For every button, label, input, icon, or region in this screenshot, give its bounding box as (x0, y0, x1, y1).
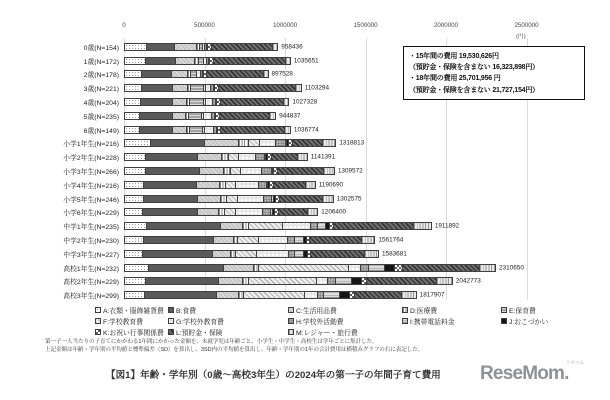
segment-L (207, 71, 263, 77)
segment-C (217, 292, 239, 298)
legend-item-A (95, 305, 164, 315)
segment-M (286, 58, 290, 64)
legend-label: B:食費 (176, 308, 197, 315)
stacked-bar (124, 70, 269, 78)
legend-marker-D-icon (402, 307, 408, 313)
segment-L (272, 154, 298, 160)
segment-B (142, 85, 173, 91)
segment-A (125, 154, 146, 160)
segment-A (125, 85, 142, 91)
segment-C (197, 182, 219, 188)
bar-row (0, 192, 610, 206)
stacked-bar (124, 98, 289, 106)
segment-C (173, 99, 187, 105)
segment-L (403, 265, 480, 271)
stacked-bar (124, 291, 417, 299)
segment-C (224, 265, 254, 271)
segment-G (260, 140, 276, 146)
legend-label: F:学校教育費 (103, 319, 144, 326)
segment-L (221, 127, 285, 133)
segment-M (365, 251, 378, 257)
stacked-bar (124, 153, 308, 161)
row-label: 小学4年生(N=216) (63, 182, 119, 190)
segment-H (259, 182, 268, 188)
segment-H (288, 237, 295, 243)
bar-total-value: 897528 (271, 70, 293, 78)
stacked-bar (124, 112, 276, 120)
bar-row (0, 247, 610, 261)
segment-A (125, 168, 146, 174)
legend-marker-B-icon (168, 307, 174, 313)
legend-label: I:携帯電話料金 (410, 319, 455, 326)
segment-M (362, 237, 375, 243)
row-label: 1歳(N=172) (83, 58, 119, 66)
legend-item-B (168, 305, 196, 315)
bar-row (0, 219, 610, 233)
segment-G (206, 99, 213, 105)
segment-B (144, 182, 197, 188)
segment-G (257, 251, 289, 257)
bar-total-value: 958436 (281, 43, 303, 51)
segment-F (249, 140, 261, 146)
row-label: 4歳(N=204) (83, 100, 119, 108)
legend-label: A:衣類・服飾雑貨費 (103, 308, 164, 315)
segment-C (205, 140, 238, 146)
legend-marker-F-icon (95, 318, 101, 324)
segment-B (142, 71, 171, 77)
stacked-bar (124, 208, 318, 216)
segment-I (369, 265, 385, 271)
segment-A (125, 251, 143, 257)
segment-B (143, 209, 198, 215)
segment-B (151, 140, 206, 146)
segment-L (280, 196, 323, 202)
bar-row (0, 164, 610, 178)
segment-B (141, 99, 173, 105)
segment-M (273, 44, 277, 50)
row-label: 高校1年生(N=232) (63, 265, 119, 273)
segment-F (249, 278, 318, 284)
stacked-bar (124, 84, 302, 92)
segment-L (214, 58, 285, 64)
segment-M (480, 265, 495, 271)
segment-M (298, 154, 307, 160)
bar-total-value: 1103294 (304, 84, 330, 92)
legend-marker-K-icon (95, 329, 101, 335)
x-axis-tick: 1500000 (353, 22, 378, 29)
stacked-bar (124, 277, 453, 285)
bar-total-value: 1309572 (337, 167, 363, 175)
legend-label: K:お祝い行事関係費 (103, 330, 164, 337)
legend-label: H:学校外活動費 (296, 319, 344, 326)
segment-A (125, 209, 143, 215)
segment-L (355, 292, 402, 298)
segment-L (311, 251, 365, 257)
segment-F (225, 209, 236, 215)
legend-item-H (288, 316, 344, 326)
annotation-line-18y-excl: （預貯金・保険を含まない 21,727,154円） (409, 86, 539, 94)
bar-row (0, 288, 610, 302)
x-axis-tick: 2500000 (514, 22, 539, 29)
segment-G (236, 209, 263, 215)
legend-marker-E-icon (501, 307, 507, 313)
bar-total-value: 1302575 (336, 195, 362, 203)
segment-L (279, 209, 309, 215)
segment-M (284, 99, 289, 105)
legend-label: J:おこづかい (509, 319, 549, 326)
segment-F (227, 196, 238, 202)
segment-I (336, 278, 352, 284)
row-label: 5歳(N=235) (83, 113, 119, 121)
segment-G (317, 278, 328, 284)
segment-B (146, 278, 220, 284)
segment-C (175, 44, 197, 50)
bar-row (0, 275, 610, 289)
segment-M (402, 292, 416, 298)
segment-B (144, 196, 198, 202)
segment-C (172, 71, 188, 77)
segment-L (219, 85, 296, 91)
segment-A (125, 58, 146, 64)
bar-total-value: 1583681 (381, 250, 407, 258)
segment-B (143, 251, 212, 257)
segment-G (236, 182, 258, 188)
segment-H (361, 265, 369, 271)
segment-D (239, 140, 249, 146)
segment-F (249, 223, 283, 229)
segment-B (147, 44, 175, 50)
segment-A (125, 71, 142, 77)
legend-item-M (288, 327, 358, 337)
legend-marker-C-icon (288, 307, 294, 313)
annotation-line-18y: ・18年間の費用 25,701,956 円 (409, 75, 501, 83)
row-label: 中学2年生(N=230) (63, 238, 119, 246)
segment-G (283, 223, 311, 229)
x-axis-tick: 0 (122, 22, 126, 29)
segment-A (125, 292, 145, 298)
segment-G (238, 196, 264, 202)
segment-C (221, 223, 243, 229)
segment-A (125, 182, 144, 188)
segment-G (205, 127, 214, 133)
legend-marker-I-icon (402, 318, 408, 324)
legend-label: C:生活用品費 (296, 308, 337, 315)
row-label: 6歳(N=149) (83, 127, 119, 135)
row-label: 3歳(N=221) (83, 86, 119, 94)
segment-M (324, 168, 334, 174)
segment-A (125, 265, 149, 271)
legend-item-D (402, 305, 437, 315)
segment-E (191, 85, 204, 91)
legend-item-J (501, 316, 548, 326)
segment-C (198, 196, 220, 202)
x-axis-tick: 500000 (194, 22, 215, 29)
bar-total-value: 1206400 (321, 208, 347, 216)
legend-marker-G-icon (168, 318, 174, 324)
segment-M (264, 71, 268, 77)
row-label: 高校2年生(N=229) (63, 279, 119, 287)
axis-unit-label: (円) (516, 34, 526, 40)
segment-L (212, 44, 273, 50)
bar-total-value: 944837 (279, 112, 301, 120)
row-label: 小学1年生(N=216) (63, 141, 119, 149)
segment-A (125, 99, 141, 105)
segment-B (146, 154, 199, 160)
segment-I (324, 292, 340, 298)
segment-D (222, 154, 229, 160)
row-label: 2歳(N=178) (83, 72, 119, 80)
figure-caption: 【図1】年齢・学年別（0歳～高校3年生）の2024年の第一子の年間子育て費用 (106, 370, 441, 381)
bar-total-value: 1318813 (339, 139, 365, 147)
segment-D (224, 168, 231, 174)
stacked-bar (124, 195, 334, 203)
segment-C (200, 168, 224, 174)
segment-B (149, 265, 224, 271)
legend-marker-A-icon (95, 307, 101, 313)
segment-M (323, 140, 335, 146)
segment-I (295, 251, 304, 257)
segment-H (311, 223, 319, 229)
bar-total-value: 2310650 (499, 264, 524, 272)
segment-A (125, 44, 147, 50)
bar-row (0, 123, 610, 137)
segment-A (125, 140, 151, 146)
segment-A (125, 127, 140, 133)
segment-C (176, 58, 195, 64)
annotation-line-15y-excl: （預貯金・保険を含まない 16,323,898円） (409, 64, 539, 72)
legend-marker-H-icon (288, 318, 294, 324)
segment-A (125, 237, 144, 243)
segment-F (226, 182, 236, 188)
stacked-bar (124, 264, 496, 272)
segment-M (323, 196, 333, 202)
segment-M (414, 223, 431, 229)
bar-total-value: 1027328 (292, 98, 318, 106)
segment-L (310, 237, 361, 243)
segment-F (244, 292, 305, 298)
legend (95, 305, 607, 339)
segment-L (278, 168, 324, 174)
segment-C (198, 209, 219, 215)
segment-J (385, 265, 395, 271)
segment-G (259, 237, 288, 243)
segment-L (367, 278, 438, 284)
segment-K (395, 265, 403, 271)
segment-H (264, 196, 273, 202)
row-label: 小学3年生(N=266) (63, 169, 119, 177)
segment-M (308, 209, 317, 215)
segment-L (293, 140, 323, 146)
bar-row (0, 233, 610, 247)
row-label: 中学3年生(N=227) (63, 251, 119, 259)
bar-total-value: 1561764 (378, 236, 404, 244)
segment-E (190, 127, 203, 133)
bar-total-value: 1190690 (318, 181, 344, 189)
segment-H (262, 168, 272, 174)
segment-J (352, 278, 362, 284)
resemom-logo-kana: リセマム (566, 360, 584, 365)
segment-M (270, 113, 275, 119)
segment-B (140, 113, 173, 119)
legend-item-L (168, 327, 222, 337)
segment-M (296, 85, 301, 91)
row-label: 小学6年生(N=229) (63, 210, 119, 218)
segment-A (125, 113, 140, 119)
segment-C (173, 85, 188, 91)
legend-label: D:医療費 (410, 308, 438, 315)
segment-L (334, 223, 414, 229)
bar-row (0, 137, 610, 151)
segment-H (328, 278, 335, 284)
segment-B (146, 58, 176, 64)
stacked-bar (124, 57, 291, 65)
stacked-bar (124, 43, 278, 51)
bar-row (0, 109, 610, 123)
segment-L (221, 99, 284, 105)
legend-marker-M-icon (288, 329, 294, 335)
legend-marker-J-icon (501, 318, 507, 324)
segment-C (214, 237, 233, 243)
segment-B (145, 292, 217, 298)
segment-A (125, 223, 147, 229)
segment-F (231, 168, 241, 174)
stacked-bar (124, 250, 379, 258)
segment-C (198, 154, 222, 160)
segment-E (190, 99, 204, 105)
bar-total-value: 1036774 (293, 126, 319, 134)
segment-G (305, 292, 318, 298)
legend-label: M:レジャー・旅行費 (296, 330, 358, 337)
segment-C (213, 251, 231, 257)
x-axis-tick: 2000000 (433, 22, 459, 29)
bar-total-value: 1035651 (293, 57, 319, 65)
bar-row (0, 206, 610, 220)
segment-A (125, 278, 146, 284)
segment-H (276, 140, 286, 146)
x-axis-tick: 1000000 (272, 22, 298, 29)
segment-M (437, 278, 451, 284)
legend-label: E:保育費 (509, 308, 536, 315)
legend-item-F (95, 316, 143, 326)
summary-annotation-box (403, 46, 585, 100)
row-label: 高校3年生(N=299) (63, 293, 119, 301)
bar-total-value: 1911892 (434, 222, 460, 230)
legend-item-K (95, 327, 164, 337)
segment-G (349, 265, 361, 271)
segment-G (241, 168, 262, 174)
resemom-logo: ReseMom. (480, 363, 569, 384)
segment-I (318, 223, 326, 229)
segment-G (239, 154, 257, 160)
legend-label: G:学校外教育費 (176, 319, 224, 326)
row-label: 中学1年生(N=235) (63, 224, 119, 232)
legend-marker-L-icon (168, 329, 174, 335)
stacked-bar (124, 167, 335, 175)
stacked-bar (124, 126, 291, 134)
segment-B (144, 237, 214, 243)
stacked-bar (124, 236, 375, 244)
segment-E (189, 113, 202, 119)
segment-J (340, 292, 350, 298)
bar-row (0, 150, 610, 164)
legend-item-I (402, 316, 455, 326)
bar-row (0, 261, 610, 275)
stacked-bar (124, 181, 316, 189)
row-label: 小学5年生(N=246) (63, 196, 119, 204)
segment-C (173, 113, 186, 119)
segment-C (173, 127, 187, 133)
footnote-line-1: 第一子一人当たりの子育てにかかわる1年間にかかった金額を、未就学児は年齢ごと、小学生・中学生・高校生は学年ごとに集計した。 (45, 339, 378, 345)
segment-L (274, 182, 306, 188)
bar-total-value: 1141391 (310, 153, 336, 161)
segment-M (306, 182, 315, 188)
bar-total-value: 1817907 (419, 291, 445, 299)
segment-F (229, 154, 239, 160)
legend-item-E (501, 305, 536, 315)
segment-L (220, 113, 271, 119)
segment-F (236, 251, 257, 257)
legend-label: L:預貯金・保険 (176, 330, 223, 337)
segment-B (147, 223, 221, 229)
segment-I (295, 237, 304, 243)
segment-C (219, 278, 243, 284)
segment-H (256, 154, 265, 160)
segment-F (238, 237, 259, 243)
segment-H (263, 209, 271, 215)
stacked-bar (124, 139, 336, 147)
segment-G (204, 113, 212, 119)
bar-total-value: 2042773 (455, 277, 481, 285)
legend-item-G (168, 316, 224, 326)
segment-B (146, 168, 200, 174)
segment-A (125, 196, 144, 202)
segment-B (140, 127, 173, 133)
segment-F (259, 265, 349, 271)
segment-M (285, 127, 290, 133)
row-label: 0歳(N=154) (83, 44, 119, 52)
legend-item-C (288, 305, 337, 315)
footnote-line-2: 上記金額は年齢・学年別の平均値と標準偏差（SD）を算出し、3SD内の平均値を算出し、年齢・学年別の1年の合計費用は横積みグラフの右に表記した。 (45, 347, 424, 353)
stacked-bar (124, 222, 432, 230)
annotation-line-15y: ・15年間の費用 19,530,626円 (409, 53, 499, 60)
bar-row (0, 178, 610, 192)
row-label: 小学2年生(N=228) (63, 155, 119, 163)
